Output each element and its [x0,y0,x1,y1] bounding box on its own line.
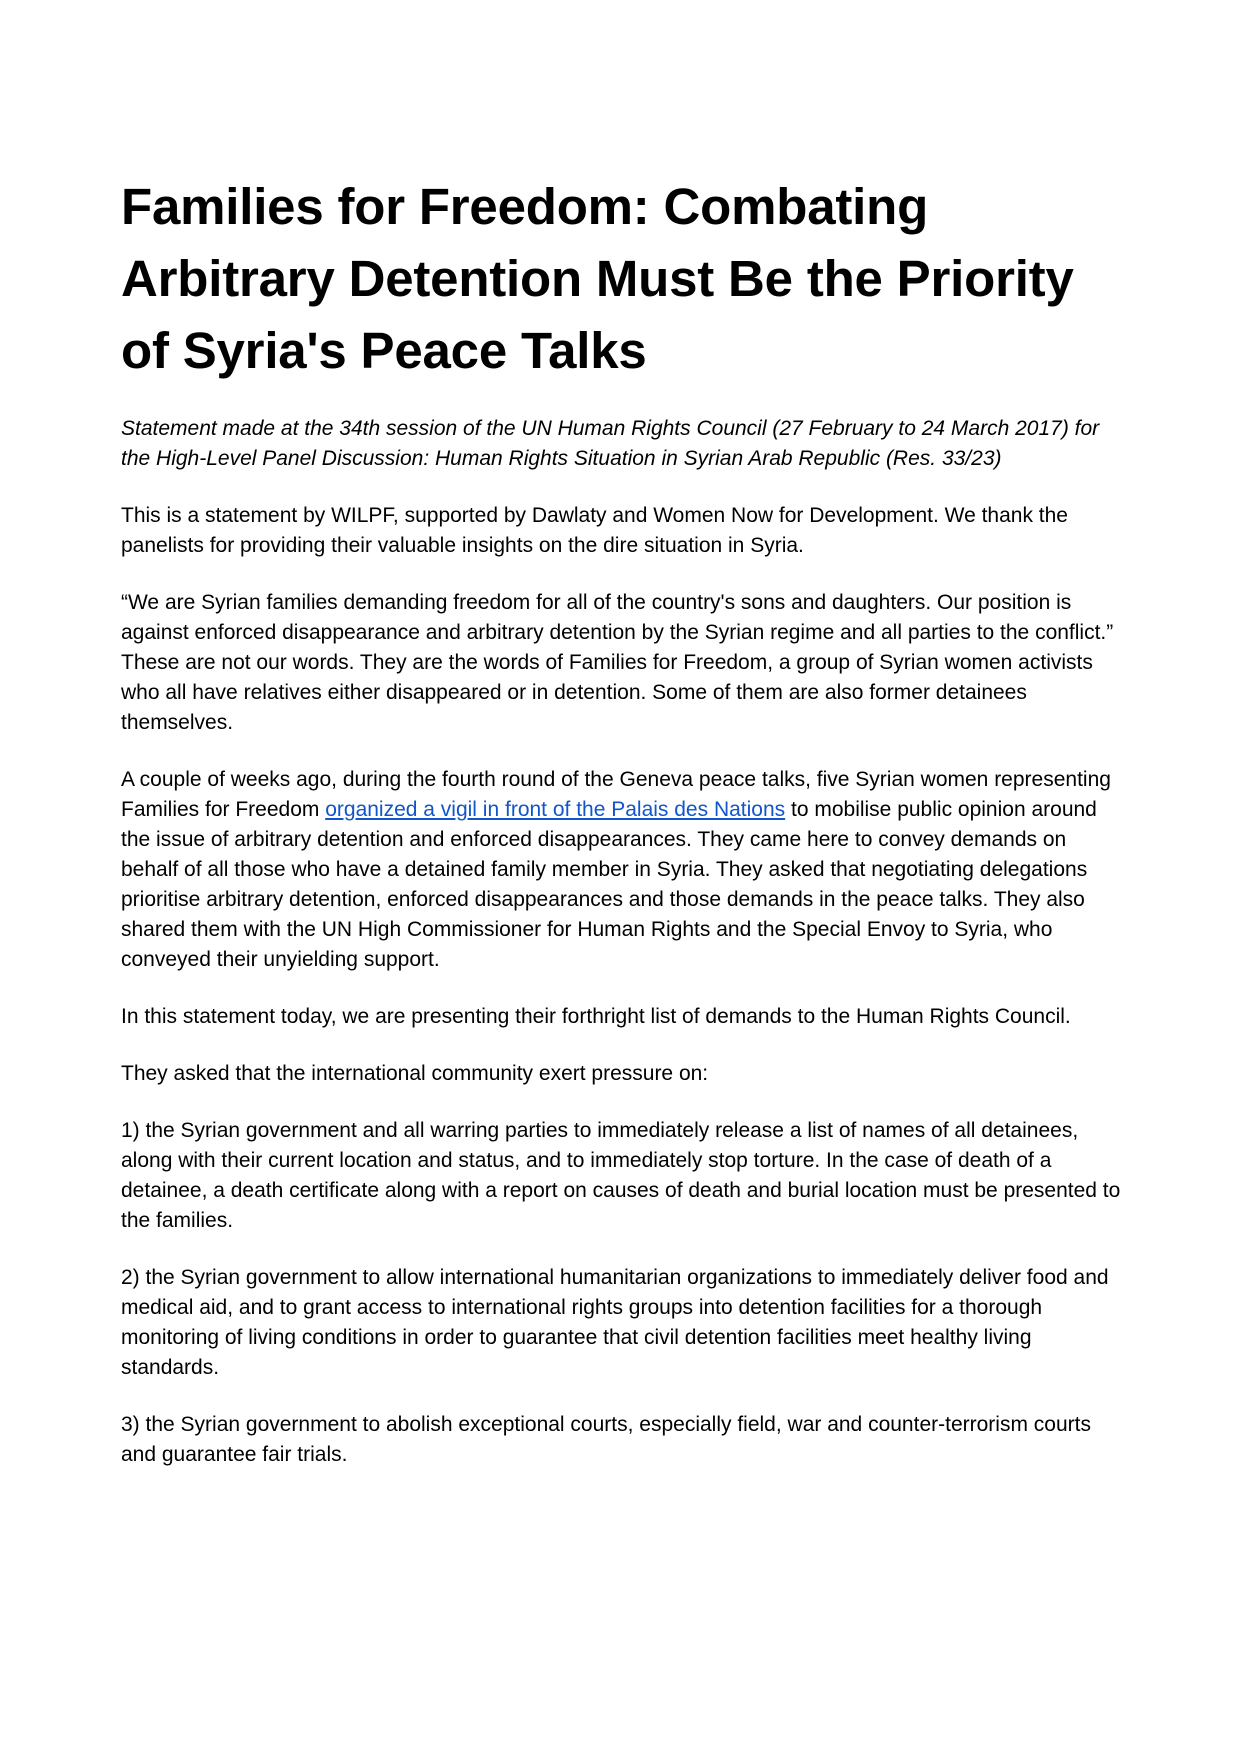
demand-item-1: 1) the Syrian government and all warring parties to immediately release a list of names of all detainees, along with their current location and status, and to immediately stop torture. In the case of death of a detainee, a death certificate along with a report on causes of death and burial location must be presented to the families. [121,1119,1121,1232]
document-body [121,414,1121,1497]
paragraph-vigil-text-after: to mobilise public opinion around the issue of arbitrary detention and enforced disappearances. They came here to convey demands on behalf of all those who have a detained family member in Syria. They asked that negotiating delegations prioritise arbitrary detention, enforced disappearances and those demands in the peace talks. They also shared them with the UN High Commissioner for Human Rights and the Special Envoy to Syria, who conveyed their unyielding support. [121,798,1097,971]
paragraph-pressure-intro: They asked that the international community exert pressure on: [121,1062,709,1085]
paragraph-quote: “We are Syrian families demanding freedom for all of the country's sons and daughters. Our position is against enforced disappearance and arbitrary detention by the Syrian regime and all parties to the conflict.” These are not our words. They are the words of Families for Freedom, a group of Syrian women activists who all have relatives either disappeared or in detention. Some of them are also former detainees themselves. [121,591,1114,734]
paragraph-statement-today: In this statement today, we are presenting their forthright list of demands to the Human Rights Council. [121,1005,1071,1028]
paragraph-vigil-text-before: A couple of weeks ago, during the fourth round of the Geneva peace talks, five Syrian women representing Families for Freedom [121,768,1111,821]
demand-item-2: 2) the Syrian government to allow international humanitarian organizations to immediately deliver food and medical aid, and to grant access to international rights groups into detention facilities for a thorough monitoring of living conditions in order to guarantee that civil detention facilities meet healthy living standards. [121,1266,1109,1379]
page-title: Families for Freedom: Combating Arbitrary Detention Must Be the Priority of Syria's Peace Talks [121,178,1074,379]
statement-subtitle: Statement made at the 34th session of the UN Human Rights Council (27 February to 24 March 2017) for the High-Level Panel Discussion: Human Rights Situation in Syrian Arab Republic (Res. 33/23) [121,417,1100,470]
demand-item-3: 3) the Syrian government to abolish exceptional courts, especially field, war and counter-terrorism courts and guarantee fair trials. [121,1413,1091,1466]
paragraph-vigil [121,765,1121,975]
vigil-link[interactable]: organized a vigil in front of the Palais des Nations [325,798,786,821]
paragraph-intro: This is a statement by WILPF, supported by Dawlaty and Women Now for Development. We thank the panelists for providing their valuable insights on the dire situation in Syria. [121,504,1068,557]
